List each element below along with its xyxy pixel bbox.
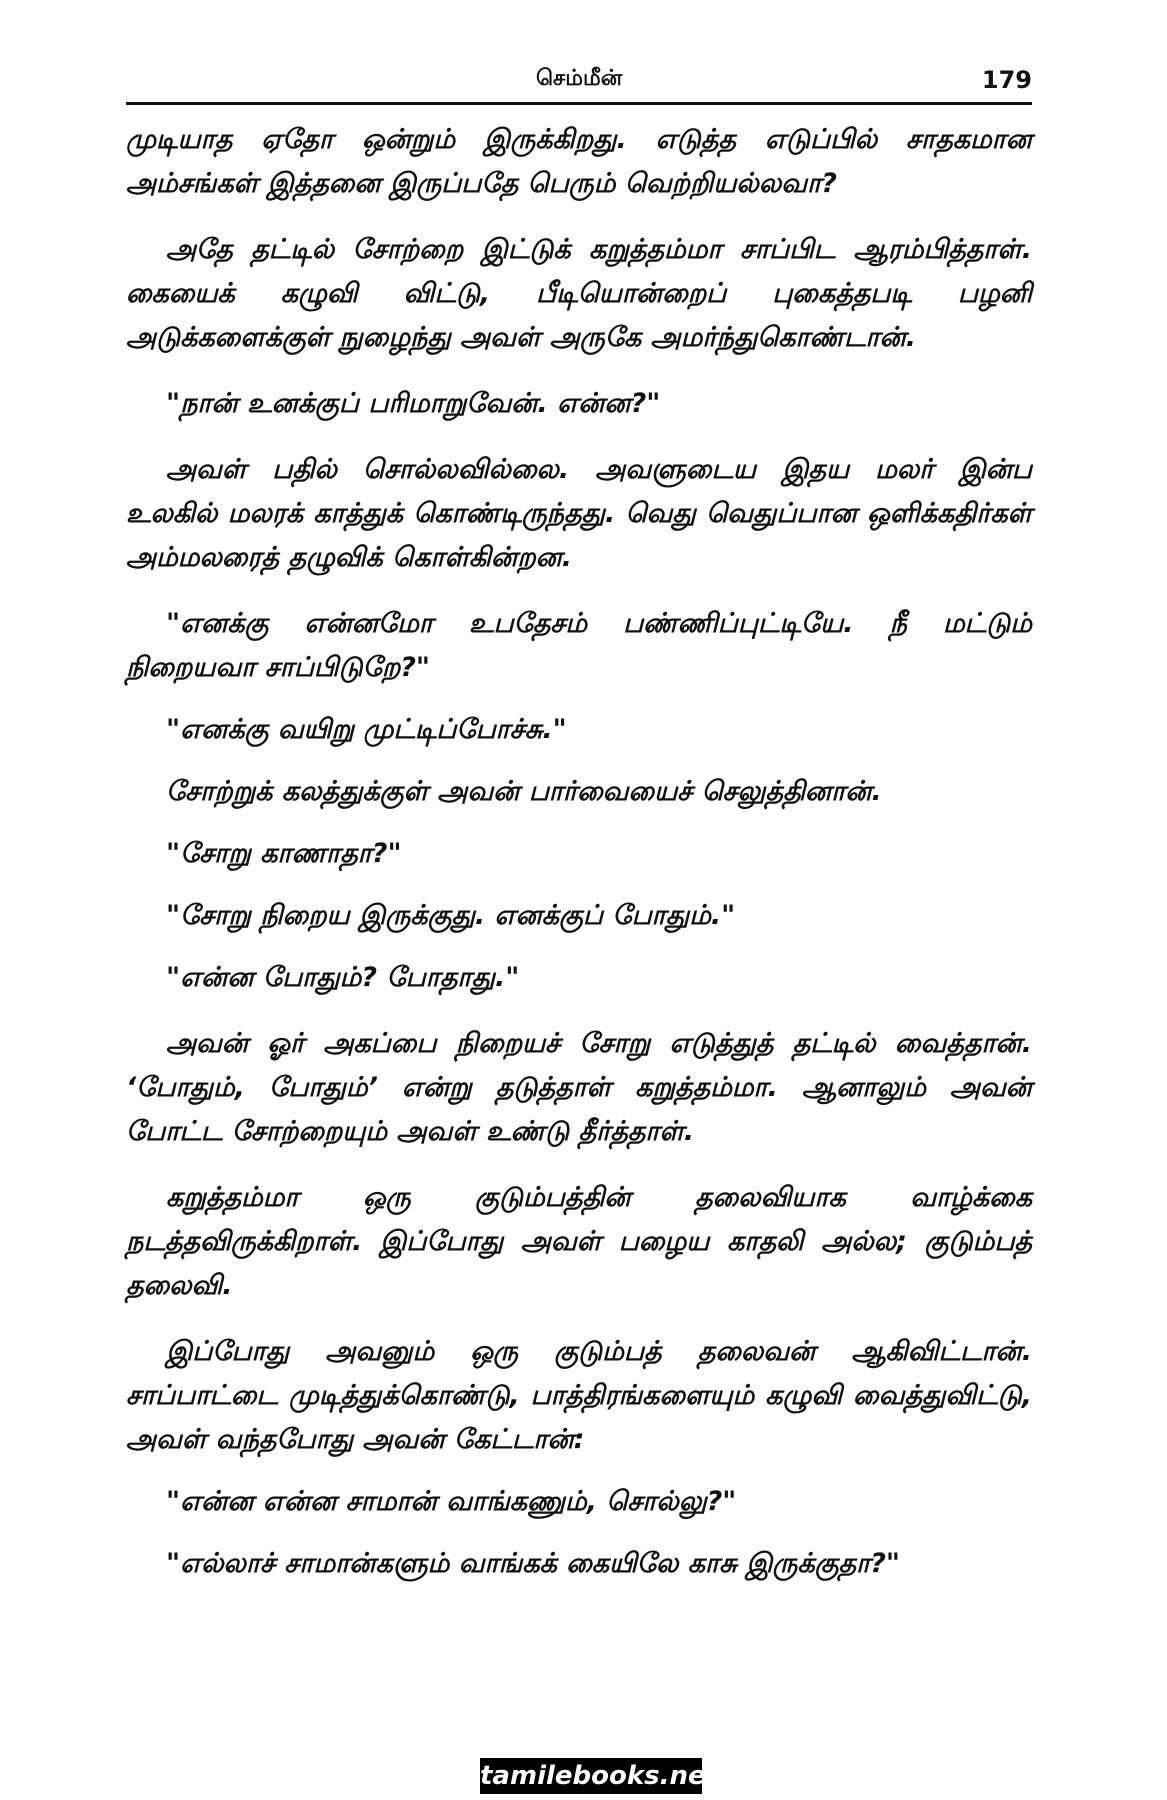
dialogue-line: "சோறு நிறைய இருக்குது. எனக்குப் போதும்."	[166, 900, 736, 931]
dialogue-line: "என்ன போதும்? போதாது."	[166, 962, 520, 993]
paragraph: அதே தட்டில் சோற்றை இட்டுக் கறுத்தம்மா சாப்பிட ஆரம்பித்தாள். கையைக் கழுவி விட்டு, பீடியொன்றைப் புகைத்தபடி பழனி அடுக்களைக்குள் நுழைந்து அவள் அருகே அமர்ந்துகொண்டான்.	[126, 234, 1032, 353]
watermark-label: tamilebooks.net	[480, 1758, 702, 1794]
page-number: 179	[981, 66, 1032, 94]
paragraph: கறுத்தம்மா ஒரு குடும்பத்தின் தலைவியாக வாழ்க்கை நடத்தவிருக்கிறாள். இப்போது அவள் பழைய காதலி அல்ல; குடும்பத் தலைவி.	[126, 1182, 1032, 1301]
paragraph: முடியாத ஏதோ ஒன்றும் இருக்கிறது. எடுத்த எடுப்பில் சாதகமான அம்சங்கள் இத்தனை இருப்பதே பெரும் வெற்றியல்லவா?	[126, 124, 1032, 199]
paragraph: இப்போது அவனும் ஒரு குடும்பத் தலைவன் ஆகிவிட்டான். சாப்பாட்டை முடித்துக்கொண்டு, பாத்திரங்களையும் கழுவி வைத்துவிட்டு, அவள் வந்தபோது அவன் கேட்டான்:	[126, 1336, 1032, 1455]
running-title: செம்மீன்	[535, 66, 623, 91]
dialogue-line: "எனக்கு என்னமோ உபதேசம் பண்ணிப்புட்டியே. நீ மட்டும் நிறையவா சாப்பிடுறே?"	[126, 608, 1032, 683]
paragraph: சோற்றுக் கலத்துக்குள் அவன் பார்வையைச் செலுத்தினான்.	[166, 776, 882, 807]
paragraph: அவன் ஓர் அகப்பை நிறையச் சோறு எடுத்துத் தட்டில் வைத்தான். ‘போதும், போதும்’ என்று தடுத்தாள் கறுத்தம்மா. ஆனாலும் அவன் போட்ட சோற்றையும் அவள் உண்டு தீர்த்தாள்.	[126, 1028, 1032, 1147]
paragraph: அவள் பதில் சொல்லவில்லை. அவளுடைய இதய மலர் இன்ப உலகில் மலரக் காத்துக் கொண்டிருந்தது. வெது வெதுப்பான ஒளிக்கதிர்கள் அம்மலரைத் தழுவிக் கொள்கின்றன.	[126, 454, 1032, 573]
page-header	[126, 60, 1032, 105]
dialogue-line: "எல்லாச் சாமான்களும் வாங்கக் கையிலே காசு இருக்குதா?"	[166, 1548, 900, 1579]
dialogue-line: "நான் உனக்குப் பரிமாறுவேன். என்ன?"	[166, 388, 661, 419]
dialogue-line: "சோறு காணாதா?"	[166, 838, 402, 869]
dialogue-line: "என்ன என்ன சாமான் வாங்கணும், சொல்லு?"	[166, 1486, 737, 1517]
page-body	[126, 118, 1032, 1586]
dialogue-line: "எனக்கு வயிறு முட்டிப்போச்சு."	[166, 714, 567, 745]
